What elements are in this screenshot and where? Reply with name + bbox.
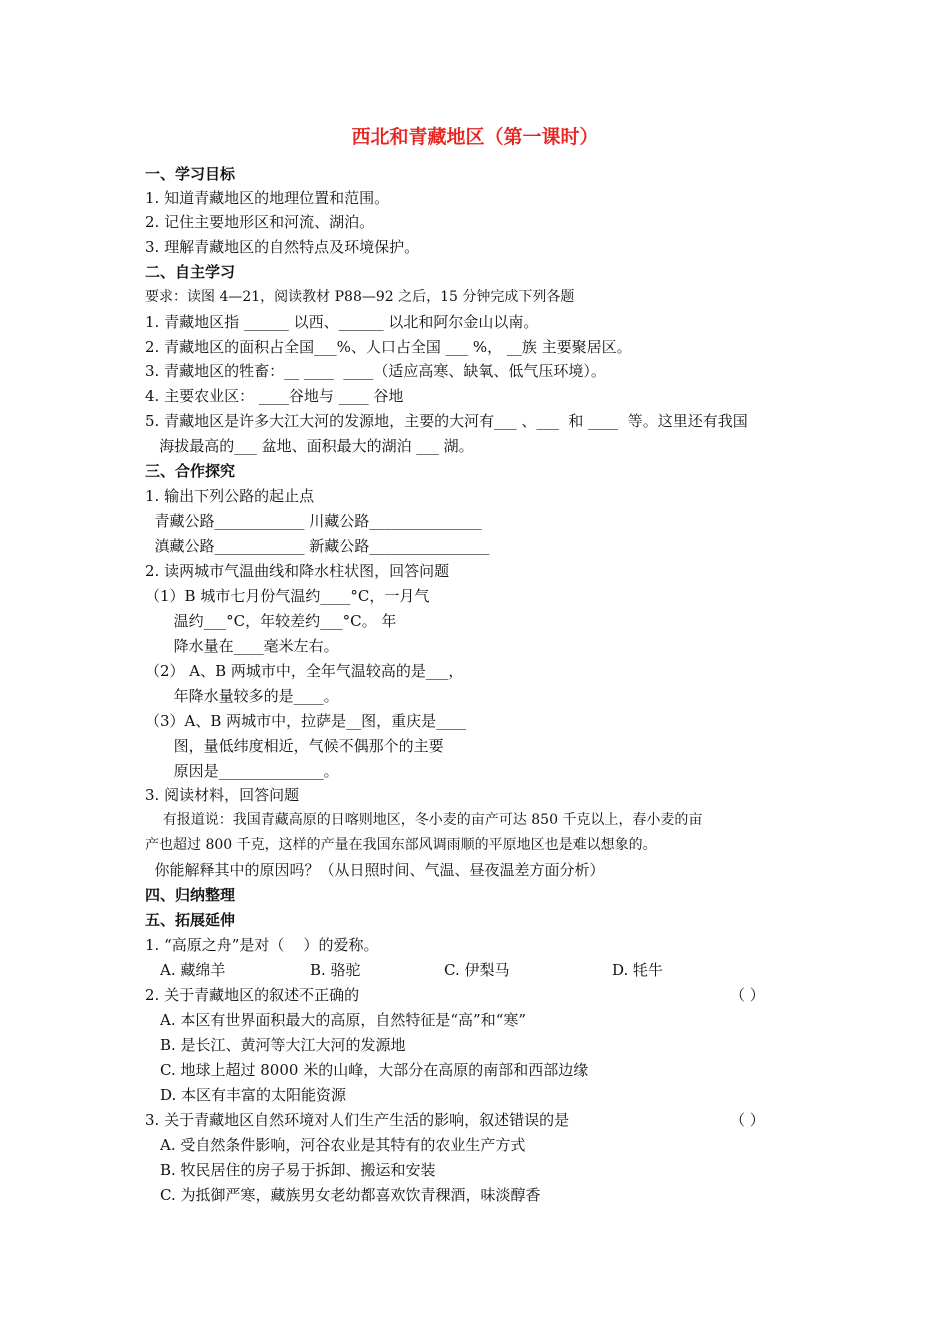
option: C. 地球上超过 8000 米的山峰，大部分在高原的南部和西部边缘 <box>160 1061 589 1079</box>
question-item: 3. 关于青藏地区自然环境对人们生产生活的影响，叙述错误的是 <box>145 1111 570 1129</box>
page-title: 西北和青藏地区（第一课时） <box>351 126 599 148</box>
question-line: 滇藏公路____________ 新藏公路________________ <box>145 537 490 555</box>
answer-paren: （ ） <box>730 1111 765 1129</box>
question-item: 海拔最高的___ 盆地、面积最大的湖泊 ___ 湖。 <box>145 437 474 455</box>
question-line: 图，量低纬度相近，气候不偶那个的主要 <box>145 737 444 755</box>
section-heading: 一、学习目标 <box>145 165 236 183</box>
objective-item: 1. 知道青藏地区的地理位置和范围。 <box>145 189 390 207</box>
option: A. 受自然条件影响，河谷农业是其特有的农业生产方式 <box>160 1136 526 1154</box>
question-line: 温约___°C，年较差约___°C。 年 <box>145 612 397 630</box>
question-line: 年降水量较多的是____。 <box>145 687 339 705</box>
question-line: 原因是______________。 <box>145 762 339 780</box>
option: C. 为抵御严寒，藏族男女老幼都喜欢饮青稞酒，味淡醇香 <box>160 1186 541 1204</box>
option: D. 本区有丰富的太阳能资源 <box>160 1086 347 1104</box>
reading-material: 产也超过 800 千克，这样的产量在我国东部风调雨顺的平原地区也是难以想象的。 <box>145 837 657 853</box>
section-heading: 五、拓展延伸 <box>145 911 236 929</box>
question-item: 2. 关于青藏地区的叙述不正确的 <box>145 986 360 1004</box>
question-line: 降水量在____毫米左右。 <box>145 637 339 655</box>
question-item: 2. 青藏地区的面积占全国___%、人口占全国 ___ %， __族 主要聚居区。 <box>145 338 632 356</box>
reading-material: 有报道说：我国青藏高原的日喀则地区，冬小麦的亩产可达 850 千克以上，春小麦的亩 <box>145 812 703 828</box>
section-heading: 四、归纳整理 <box>145 886 236 904</box>
option: B. 是长江、黄河等大江大河的发源地 <box>160 1036 406 1054</box>
option: A. 本区有世界面积最大的高原，自然特征是“高”和“寒” <box>160 1011 527 1029</box>
question-line: 青藏公路____________ 川藏公路_______________ <box>145 512 482 530</box>
question-line: （2） A、B 两城市中，全年气温较高的是___， <box>145 662 464 680</box>
question-item: 2. 读两城市气温曲线和降水柱状图，回答问题 <box>145 562 450 580</box>
question-item: 4. 主要农业区： ____谷地与 ____ 谷地 <box>145 387 404 405</box>
objective-item: 2. 记住主要地形区和河流、湖泊。 <box>145 213 375 231</box>
question-line: 你能解释其中的原因吗？（从日照时间、气温、昼夜温差方面分析） <box>145 861 605 879</box>
section-heading: 二、自主学习 <box>145 263 236 281</box>
section-heading: 三、合作探究 <box>145 462 236 480</box>
question-line: （3）A、B 两城市中，拉萨是__图，重庆是____ <box>145 712 467 730</box>
question-item: 1. 青藏地区指 ______ 以西、______ 以北和阿尔金山以南。 <box>145 313 539 331</box>
option: C. 伊梨马 <box>444 961 510 979</box>
question-item: 1. 输出下列公路的起止点 <box>145 487 315 505</box>
objective-item: 3. 理解青藏地区的自然特点及环境保护。 <box>145 238 420 256</box>
option: B. 牧民居住的房子易于拆卸、搬运和安装 <box>160 1161 436 1179</box>
option: D. 牦牛 <box>612 961 664 979</box>
question-item: 5. 青藏地区是许多大江大河的发源地，主要的大河有___ 、___ 和 ____ 等。这里还有我国 <box>145 412 748 430</box>
question-item: 3. 青藏地区的牲畜：__ ____ ____（适应高寒、缺氧、低气压环境）。 <box>145 362 606 380</box>
question-item: 3. 阅读材料，回答问题 <box>145 786 300 804</box>
option: B. 骆驼 <box>310 961 361 979</box>
question-line: （1）B 城市七月份气温约____°C，一月气 <box>145 587 430 605</box>
answer-paren: （ ） <box>730 986 765 1004</box>
option: A. 藏绵羊 <box>160 961 226 979</box>
question-item: 1. “高原之舟”是对（ ）的爱称。 <box>145 936 379 954</box>
requirement-text: 要求：读图 4—21，阅读教材 P88—92 之后，15 分钟完成下列各题 <box>145 289 575 305</box>
